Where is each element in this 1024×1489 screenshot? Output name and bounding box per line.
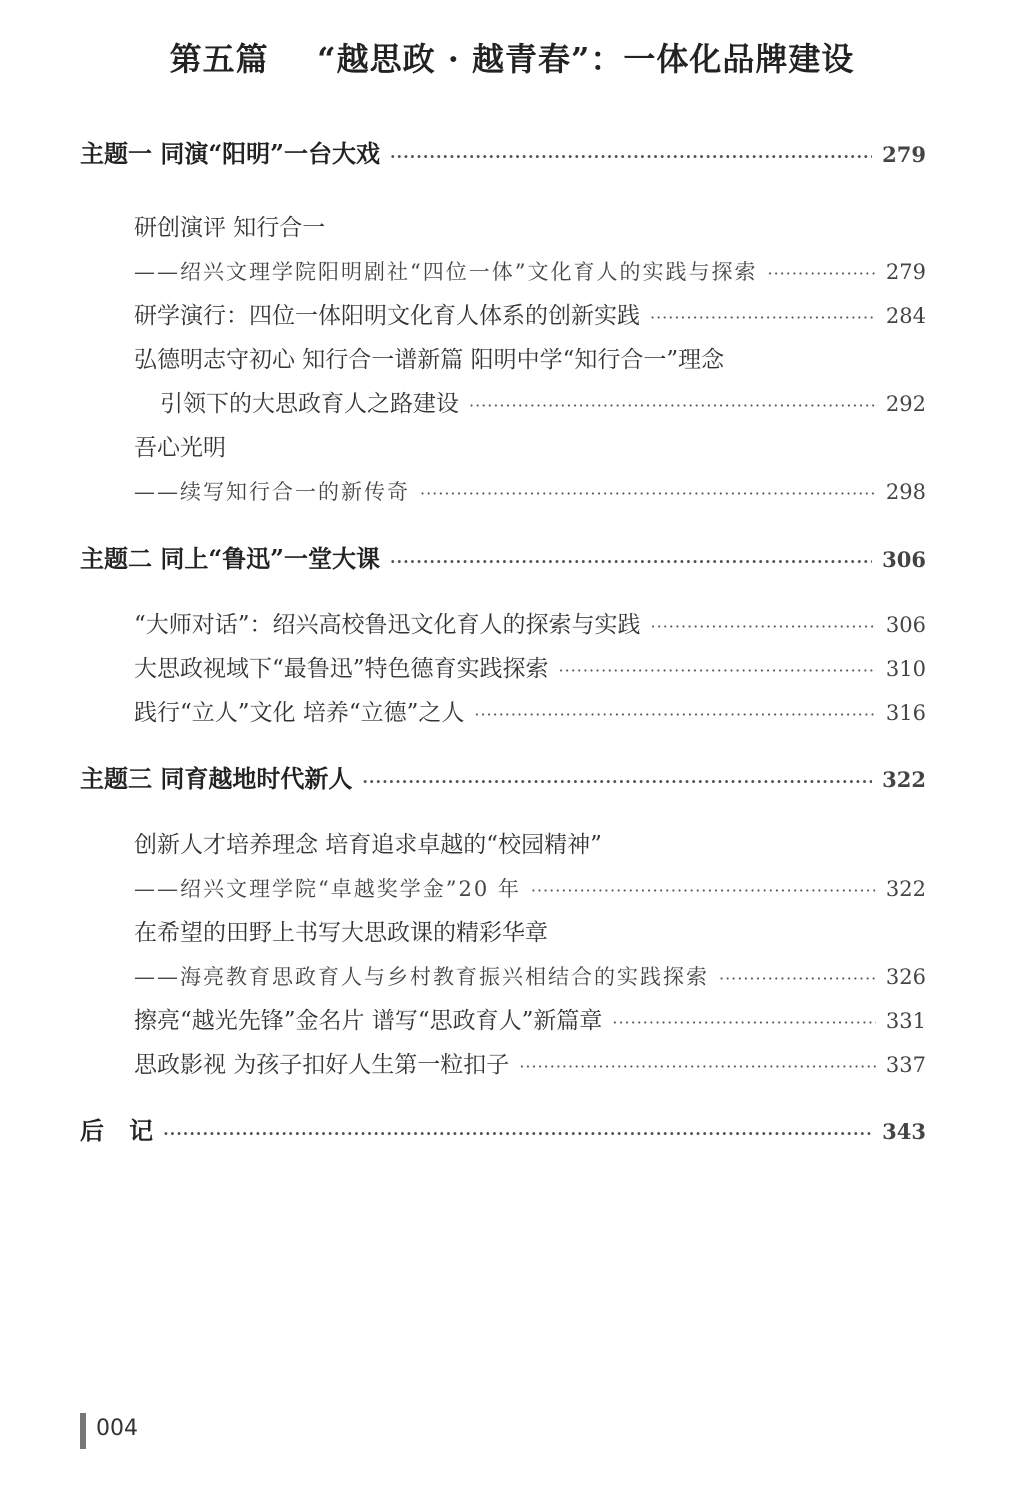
entry-title: 在希望的田野上书写大思政课的精彩华章	[134, 920, 548, 946]
entry-subtitle: ——绍兴文理学院阳明剧社“四位一体”文化育人的实践与探索	[134, 260, 758, 284]
dot-leader	[469, 390, 876, 422]
page-ref: 322	[882, 767, 926, 792]
toc-entry[interactable]	[134, 212, 926, 244]
page-ref: 343	[882, 1119, 926, 1144]
footer-bar	[80, 1413, 86, 1449]
entry-title: 思政影视 为孩子扣好人生第一粒扣子	[134, 1052, 510, 1078]
toc-entry-continuation[interactable]	[160, 388, 926, 420]
dot-leader	[719, 963, 876, 995]
entry-title: 擦亮“越光先锋”金名片 谱写“思政育人”新篇章	[134, 1008, 603, 1034]
entry-continuation: 引领下的大思政育人之路建设	[160, 391, 459, 417]
dot-leader	[163, 1118, 872, 1150]
toc-postscript[interactable]	[80, 1115, 926, 1147]
entry-title: 研学演行：四位一体阳明文化育人体系的创新实践	[134, 303, 640, 329]
toc-theme-3[interactable]	[80, 763, 926, 795]
entry-subtitle: ——续写知行合一的新传奇	[134, 480, 410, 504]
page-ref: 337	[885, 1053, 926, 1077]
toc-entry[interactable]	[134, 609, 926, 641]
page-ref: 316	[885, 701, 926, 725]
entry-subtitle: ——绍兴文理学院“卓越奖学金”20 年	[134, 877, 521, 901]
dot-leader	[531, 875, 876, 907]
entry-title: 吾心光明	[134, 435, 226, 461]
page-ref: 310	[885, 657, 926, 681]
theme-label: 主题一 同演“阳明”一台大戏	[80, 139, 380, 168]
theme-label: 主题二 同上“鲁迅”一堂大课	[80, 544, 380, 573]
entry-title: 大思政视域下“最鲁迅”特色德育实践探索	[134, 656, 549, 682]
page-number: 004	[96, 1416, 138, 1441]
toc-entry[interactable]	[134, 829, 926, 861]
toc-entry[interactable]	[134, 344, 926, 376]
page-ref: 331	[885, 1009, 926, 1033]
entry-title: “大师对话”：绍兴高校鲁迅文化育人的探索与实践	[134, 612, 641, 638]
toc-entry[interactable]	[134, 917, 926, 949]
toc-theme-2[interactable]	[80, 543, 926, 575]
page-ref: 292	[885, 392, 926, 416]
entry-subtitle: ——海亮教育思政育人与乡村教育振兴相结合的实践探索	[134, 965, 709, 989]
toc-entry-subtitle[interactable]	[134, 873, 926, 905]
entry-title: 创新人才培养理念 培育追求卓越的“校园精神”	[134, 832, 602, 858]
toc-entry[interactable]	[134, 1049, 926, 1081]
toc-entry[interactable]	[134, 697, 926, 729]
dot-leader	[767, 258, 875, 290]
toc-entry[interactable]	[134, 300, 926, 332]
dot-leader	[612, 1007, 876, 1039]
toc-theme-1[interactable]	[80, 138, 926, 170]
dot-leader	[650, 302, 876, 334]
page-title: 第五篇 “越思政 · 越青春”：一体化品牌建设	[169, 40, 855, 78]
dot-leader	[474, 699, 876, 731]
page-ref: 322	[885, 877, 926, 901]
toc-entry[interactable]	[134, 1005, 926, 1037]
dot-leader	[519, 1051, 876, 1083]
dot-leader	[362, 766, 872, 798]
page-ref: 284	[885, 304, 926, 328]
dot-leader	[390, 141, 872, 173]
dot-leader	[420, 478, 876, 510]
page-ref: 306	[885, 613, 926, 637]
page-ref: 326	[885, 965, 926, 989]
theme-label: 主题三 同育越地时代新人	[80, 764, 353, 793]
toc-entry-subtitle[interactable]	[134, 256, 926, 288]
entry-title: 弘德明志守初心 知行合一谱新篇 阳明中学“知行合一”理念	[134, 347, 725, 373]
page-ref: 306	[882, 547, 926, 572]
toc-entry-subtitle[interactable]	[134, 476, 926, 508]
entry-title: 践行“立人”文化 培养“立德”之人	[134, 700, 465, 726]
dot-leader	[559, 655, 876, 687]
dot-leader	[390, 546, 872, 578]
page-ref: 279	[885, 260, 926, 284]
postscript-label: 后 记	[80, 1116, 154, 1145]
toc-entry[interactable]	[134, 653, 926, 685]
entry-title: 研创演评 知行合一	[134, 215, 326, 241]
toc-entry-subtitle[interactable]	[134, 961, 926, 993]
page-ref: 298	[885, 480, 926, 504]
toc-entry[interactable]	[134, 432, 926, 464]
dot-leader	[651, 611, 876, 643]
page-ref: 279	[882, 142, 926, 167]
